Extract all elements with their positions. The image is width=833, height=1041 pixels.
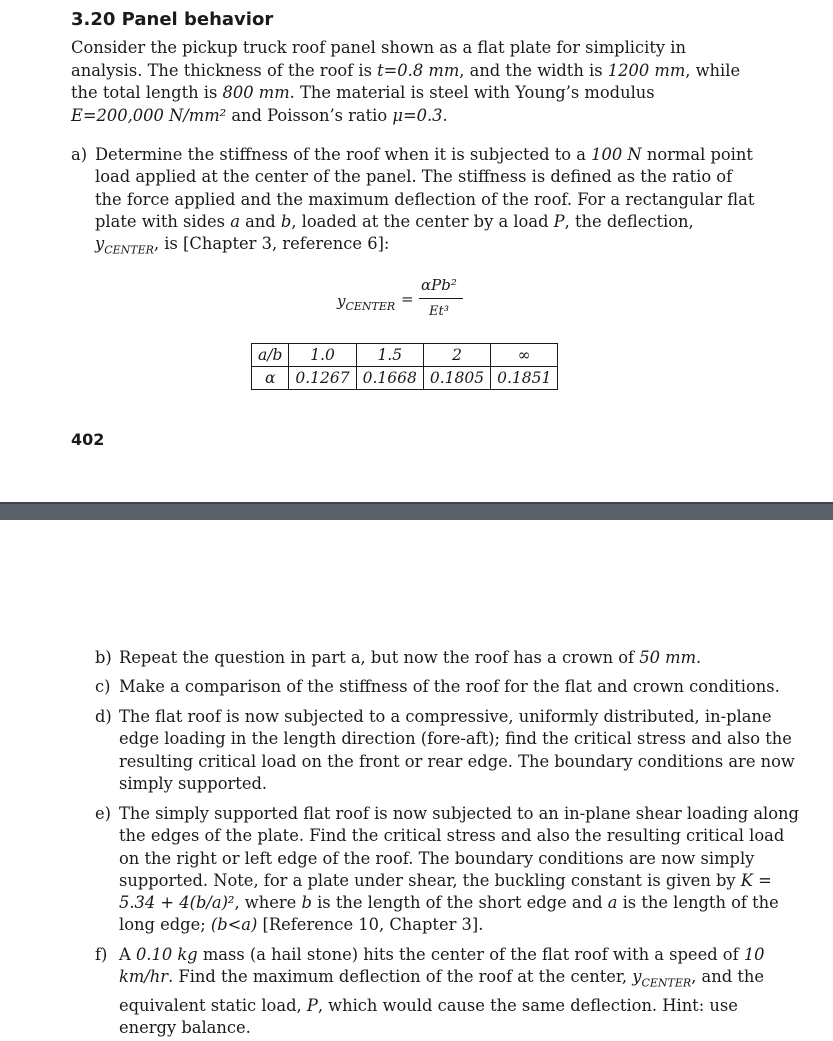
table-cell: α xyxy=(252,367,289,390)
part-e-text xyxy=(119,804,799,934)
page-number: 402 xyxy=(71,430,105,449)
text-run: , while the total length is xyxy=(71,60,741,102)
text-run: and Poisson’s ratio xyxy=(226,105,393,125)
text-run: 100 N xyxy=(591,145,642,164)
text-run: b xyxy=(280,211,292,231)
deflection-formula xyxy=(337,276,477,326)
text-run: μ=0.3 xyxy=(392,105,443,125)
part-a xyxy=(71,144,759,262)
formula-equals: = xyxy=(401,290,414,308)
text-run: The flat roof is now subjected to a compressive, uniformly distributed, in-plane edge loading in the length direction (fore-aft); find the critical stress and also the resulting critical load on the front or rear edge. The boundary conditions are now simply supported. xyxy=(119,707,795,793)
text-run: a xyxy=(607,893,618,913)
text-run: Make a comparison of the stiffness of the roof for the flat and crown conditions. xyxy=(119,677,780,696)
part-d-label: d) xyxy=(95,707,112,726)
formula-lhs: $y_{CENTER}$ xyxy=(337,292,396,313)
text-run: normal point load applied at the center of the panel. The stiffness is defined as the ratio of the force applied and the maximum deflection of the roof. For a rectangular flat plate with sides xyxy=(95,145,755,231)
part-d-text xyxy=(119,707,795,793)
text-run: . Find the maximum deflection of the roof at the center, xyxy=(168,967,633,987)
text-run: P xyxy=(306,995,318,1015)
part-e xyxy=(95,803,799,937)
text-run: , the deflection, xyxy=(564,211,694,231)
problem-heading: 3.20 Panel behavior xyxy=(71,9,274,30)
part-b-label: b) xyxy=(95,648,112,667)
page-divider xyxy=(0,502,833,520)
text-run: The simply supported flat roof is now subjected to an in-plane shear loading along the edges of the plate. Find the critical stress and also the resulting critical load on the right or left edge of the roof. The boundary conditions are now simply supported. Note, for a plate under shear, the buckling constant is given by xyxy=(119,804,799,890)
text-run: K = 5.34 + 4(b/a)² xyxy=(119,870,772,913)
part-d xyxy=(95,706,799,795)
part-e-label: e) xyxy=(95,804,111,823)
text-run: mass (a hail stone) hits the center of the flat roof with a speed of xyxy=(197,945,744,964)
text-run: , and the width is xyxy=(459,60,608,80)
table-cell: 0.1267 xyxy=(289,367,356,390)
part-f-text xyxy=(119,945,765,1037)
table-row xyxy=(252,344,558,367)
problem-intro xyxy=(71,37,751,127)
text-run: CENTER xyxy=(641,976,692,990)
text-run: E=200,000 N/mm² xyxy=(71,105,227,125)
text-run: Repeat the question in part a, but now the roof has a crown of xyxy=(119,648,640,667)
text-run: . The material is steel with Young’s modulus xyxy=(289,83,655,102)
text-run: a xyxy=(230,211,240,231)
text-run: , which would cause the same deflection. Hint: use energy balance. xyxy=(119,995,738,1038)
text-run: 50 mm xyxy=(639,648,697,667)
part-a-label: a) xyxy=(71,145,88,164)
text-run: P xyxy=(553,211,565,231)
page-bottom xyxy=(0,520,833,1041)
text-run: . xyxy=(442,105,448,125)
text-run: A xyxy=(119,945,136,964)
part-c xyxy=(95,676,799,698)
text-run: 800 mm xyxy=(222,83,290,102)
text-run: (b<a) xyxy=(210,915,258,935)
fraction-bar xyxy=(419,298,463,299)
part-c-text xyxy=(119,677,780,696)
text-run: , and the equivalent static load, xyxy=(119,967,765,1015)
text-run: t=0.8 mm xyxy=(377,60,460,80)
table-cell: 2 xyxy=(423,344,490,367)
text-run: , where xyxy=(234,893,302,913)
part-b-text xyxy=(119,648,701,667)
table-cell: 0.1805 xyxy=(423,367,490,390)
text-run: 1200 mm xyxy=(607,60,686,80)
page-top xyxy=(0,0,833,502)
table-cell: 0.1668 xyxy=(356,367,423,390)
text-run: 10 km/hr xyxy=(119,945,765,987)
text-run: b xyxy=(301,893,312,913)
text-run: 0.10 kg xyxy=(135,945,198,964)
text-run: y xyxy=(95,234,105,254)
table-cell: a/b xyxy=(252,344,289,367)
part-f-label: f) xyxy=(95,945,108,964)
text-run: and xyxy=(239,211,281,231)
text-run: Determine the stiffness of the roof when it is subjected to a xyxy=(95,145,592,164)
text-run: y xyxy=(632,967,642,987)
table-cell: ∞ xyxy=(491,344,558,367)
table-row xyxy=(252,367,558,390)
part-f xyxy=(95,944,799,1039)
formula-numerator: αPb² xyxy=(421,276,457,294)
part-a-text xyxy=(95,145,755,257)
alpha-table xyxy=(251,343,558,390)
table-cell: 0.1851 xyxy=(491,367,558,390)
part-b xyxy=(95,647,799,669)
text-run: , loaded at the center by a load xyxy=(291,211,554,231)
text-run: Consider the pickup truck roof panel shown as a flat plate for simplicity in analysis. The thickness of the roof is xyxy=(71,38,686,80)
text-run: is the length of the short edge and xyxy=(311,893,608,913)
text-run: . xyxy=(696,648,702,667)
table-cell: 1.0 xyxy=(289,344,356,367)
part-c-label: c) xyxy=(95,677,111,696)
text-run: , is [Chapter 3, reference 6]: xyxy=(153,234,390,254)
table-cell: 1.5 xyxy=(356,344,423,367)
text-run: [Reference 10, Chapter 3]. xyxy=(257,915,484,935)
formula-denominator: Et³ xyxy=(429,304,449,319)
text-run: is the length of the long edge; xyxy=(119,893,779,935)
text-run: CENTER xyxy=(104,243,154,257)
